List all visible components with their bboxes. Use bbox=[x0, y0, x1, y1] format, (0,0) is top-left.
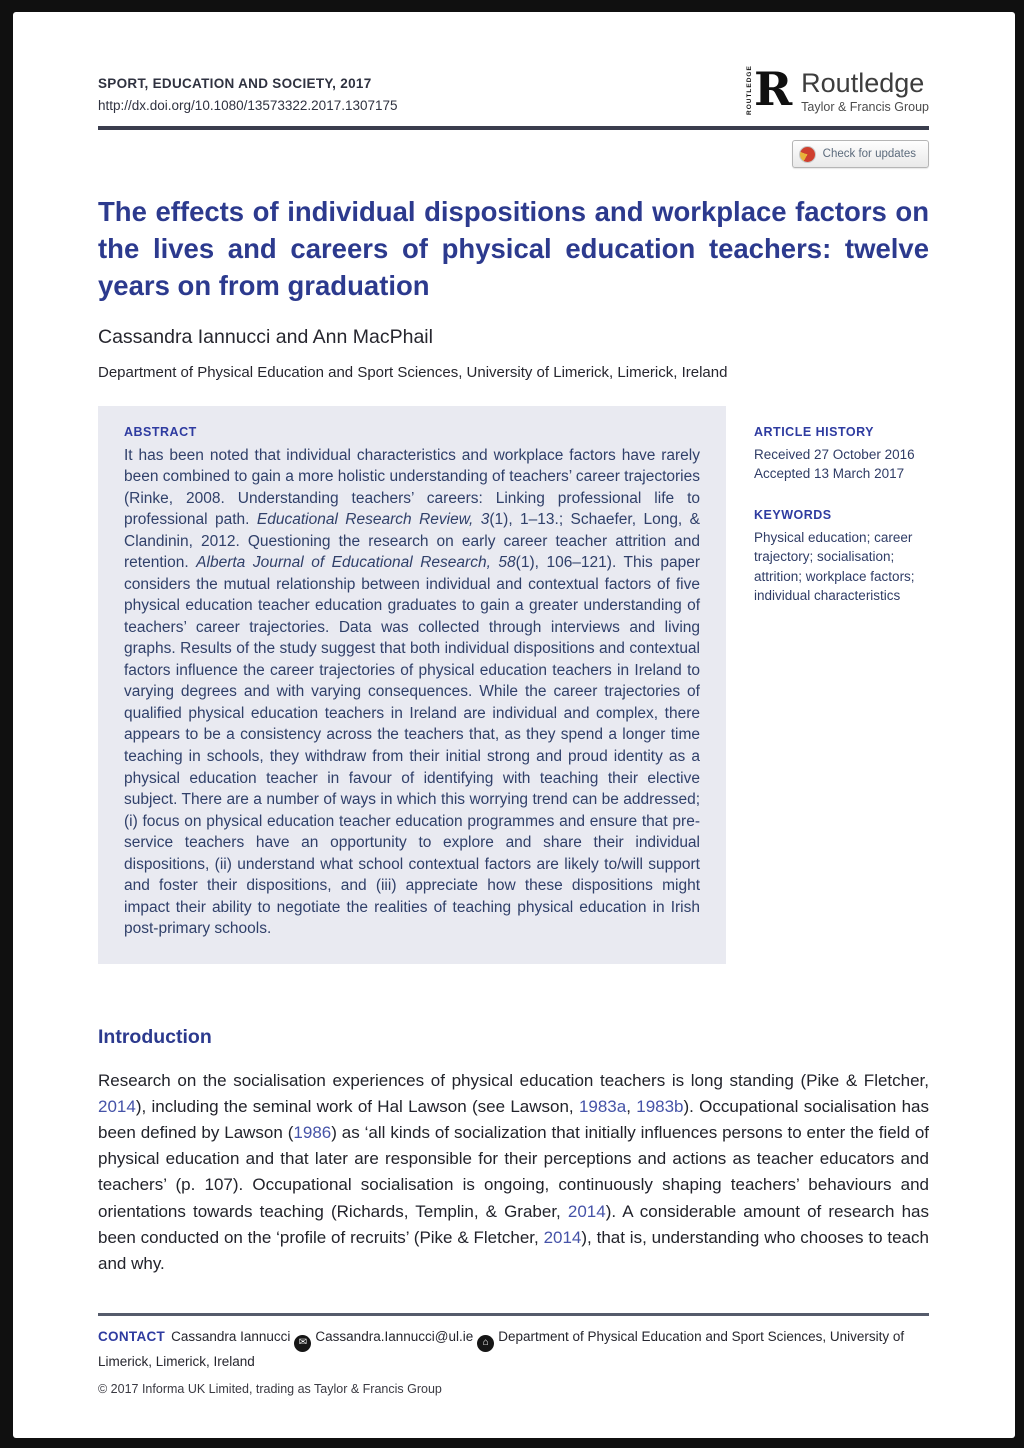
abstract-text bbox=[124, 445, 700, 940]
text-segment: ), including the seminal work of Hal Lawson (see Lawson, bbox=[135, 1096, 579, 1116]
journal-title: SPORT, EDUCATION AND SOCIETY, 2017 bbox=[98, 76, 372, 91]
contact-name: Cassandra Iannucci bbox=[171, 1329, 291, 1345]
citation-link[interactable]: 2014 bbox=[98, 1096, 136, 1116]
abstract-heading: ABSTRACT bbox=[124, 424, 197, 439]
copyright-line: © 2017 Informa UK Limited, trading as Taylor & Francis Group bbox=[98, 1381, 442, 1396]
page-header bbox=[98, 62, 929, 116]
abstract-box bbox=[98, 406, 726, 964]
routledge-logo-mark bbox=[746, 62, 793, 116]
citation-link[interactable]: 2014 bbox=[567, 1201, 606, 1221]
email-icon-glyph: ✉ bbox=[298, 1337, 308, 1349]
received-date: Received 27 October 2016 bbox=[754, 446, 915, 462]
routledge-logo bbox=[746, 62, 929, 116]
text-segment: (1), 106–121). This paper considers the mutual relationship between individual and contextual factors of five physical education teacher education graduates to gain a greater understanding of teachers’ career trajectories. Data was collected through interviews and living graphs. Results of the study suggest that both individual dispositions and contextual factors influence the career trajectories of physical education teachers in Ireland to varying degrees and with varying consequences. While the career trajectories of qualified physical education teachers in Ireland are individual and complex, there appears to be a consistency across the teachers that, as they spend a longer time teaching in schools, they withdraw from their initial strong and proud identity as a physical education teacher in favour of identifying with teaching their elective subject. There are a number of ways in which this worrying trend can be addressed; (i) focus on physical education teacher education programmes and ensure that pre-service teachers have an opportunity to explore and share their individual dispositions, (ii) understand what school contextual factors are likely to/will support and foster their dispositions, and (iii) appreciate how these dispositions might impact their ability to negotiate the realities of teaching physical education in Irish post-primary schools. bbox=[124, 554, 700, 938]
check-for-updates-label: Check for updates bbox=[822, 148, 916, 160]
keywords-text: Physical education; career trajectory; socialisation; attrition; workplace factors; individual characteristics bbox=[754, 529, 915, 604]
accepted-date: Accepted 13 March 2017 bbox=[754, 466, 905, 482]
page-footer bbox=[98, 1313, 929, 1395]
routledge-r-icon: R bbox=[753, 62, 793, 116]
article-history-heading: ARTICLE HISTORY bbox=[754, 424, 875, 439]
citation-link[interactable]: 1983b bbox=[636, 1096, 684, 1116]
keywords-block bbox=[754, 508, 929, 606]
text-segment: Alberta Journal of Educational Research, 58 bbox=[196, 554, 516, 572]
article-authors: Cassandra Iannucci and Ann MacPhail bbox=[98, 325, 433, 348]
routledge-logo-text bbox=[801, 70, 929, 114]
introduction-section bbox=[98, 1026, 929, 1277]
building-icon-glyph: ⌂ bbox=[482, 1337, 489, 1349]
footer-rule bbox=[98, 1313, 929, 1316]
text-segment: , bbox=[626, 1096, 637, 1116]
text-segment: It has been noted that individual characteristics and workplace factors have rarely been combined to gain a more holistic understanding of teachers’ career trajectories (Rinke, 2008. Understanding teachers’ careers: Linking professional life to professional path. bbox=[124, 446, 700, 529]
doi-link[interactable]: http://dx.doi.org/10.1080/13573322.2017.1307175 bbox=[98, 98, 398, 113]
header-rule bbox=[98, 126, 929, 130]
text-segment: ). Occupational socialisation has been defined by Lawson ( bbox=[98, 1096, 929, 1143]
crossmark-icon bbox=[799, 146, 816, 163]
text-segment: ) as ‘all kinds of socialization that initially influences persons to enter the field of physical education and that later are responsible for their perceptions and actions as teacher educators and teachers’ (p. 107). Occupational socialisation is ongoing, continuously shaping teachers’ behaviours and orientations towards teaching (Richards, Templin, & Graber, bbox=[98, 1123, 929, 1221]
citation-link[interactable]: 2014 bbox=[543, 1227, 582, 1247]
text-segment: Educational Research Review, 3 bbox=[256, 511, 490, 529]
check-for-updates-button[interactable] bbox=[792, 140, 929, 168]
paper-page bbox=[13, 12, 1015, 1438]
article-history-block bbox=[754, 425, 929, 484]
introduction-heading: Introduction bbox=[98, 1025, 212, 1048]
text-segment: ). A considerable amount of research has been conducted on the ‘profile of recruits’ (Pike & Fletcher, bbox=[98, 1201, 929, 1247]
article-affiliation: Department of Physical Education and Sport Sciences, University of Limerick, Limerick, Ireland bbox=[98, 363, 728, 381]
badge-row bbox=[98, 140, 929, 168]
building-icon bbox=[477, 1335, 494, 1352]
text-segment: (1), 1–13.; Schaefer, Long, & Clandinin, 2012. Questioning the research on early career teacher attrition and retention. bbox=[124, 511, 700, 572]
citation-link[interactable]: 1986 bbox=[293, 1123, 332, 1143]
introduction-paragraph bbox=[98, 1068, 929, 1277]
text-segment: ), that is, understanding who chooses to teach and why. bbox=[98, 1227, 929, 1273]
email-icon bbox=[294, 1335, 311, 1352]
article-title: The effects of individual dispositions and workplace factors on the lives and careers of physical education teachers: twelve years on from graduation bbox=[98, 196, 929, 301]
contact-block bbox=[98, 1327, 929, 1372]
routledge-vertical-text: ROUTLEDGE bbox=[746, 65, 754, 115]
publisher-group: Taylor & Francis Group bbox=[801, 100, 929, 114]
contact-address: Department of Physical Education and Sport Sciences, University of Limerick, Limerick, Ireland bbox=[98, 1329, 905, 1369]
abstract-section bbox=[98, 406, 929, 964]
publisher-name: Routledge bbox=[801, 68, 925, 98]
keywords-heading: KEYWORDS bbox=[754, 507, 832, 522]
journal-meta bbox=[98, 76, 398, 113]
text-segment: Research on the socialisation experiences of physical education teachers is long standing (Pike & Fletcher, bbox=[98, 1070, 929, 1090]
contact-email[interactable]: Cassandra.Iannucci@ul.ie bbox=[315, 1329, 474, 1345]
citation-link[interactable]: 1983a bbox=[578, 1096, 627, 1116]
contact-label: CONTACT bbox=[98, 1329, 166, 1345]
article-info-sidebar bbox=[754, 406, 929, 964]
